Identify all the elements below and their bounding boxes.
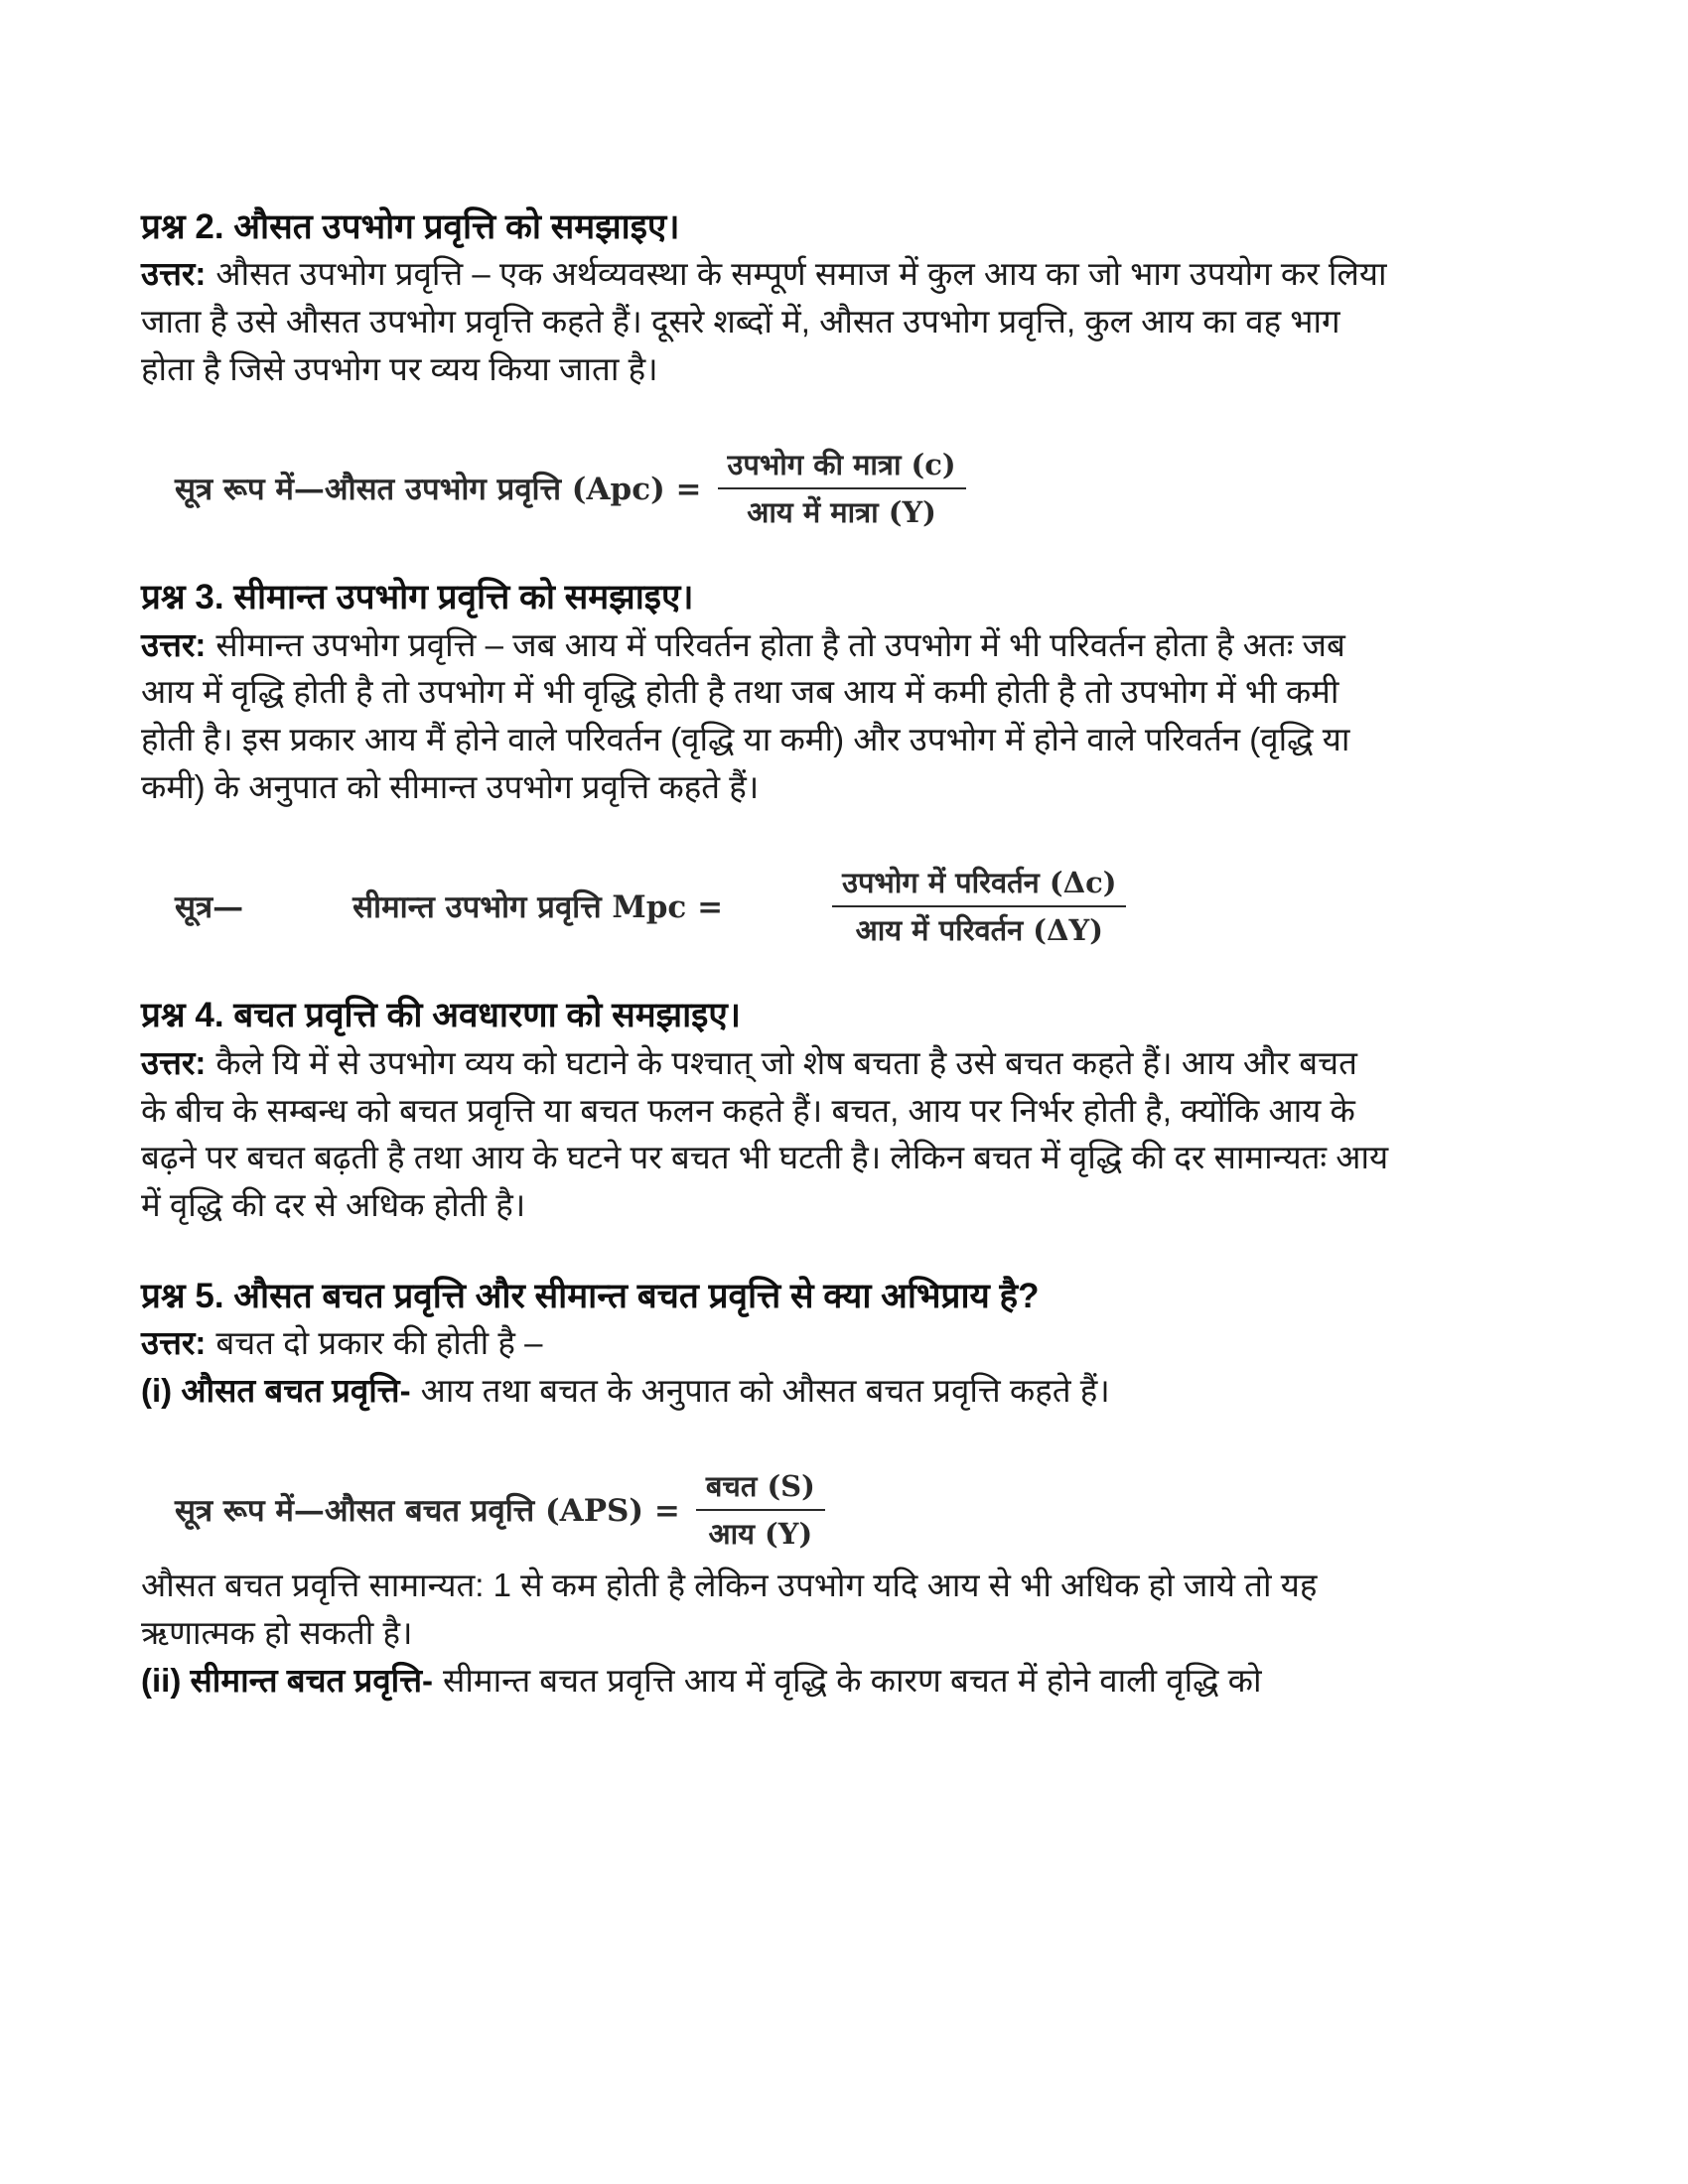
answer-4-paragraph xyxy=(141,1039,1390,1229)
answer-5-label: उत्तर: xyxy=(141,1324,207,1362)
aps-note-paragraph: औसत बचत प्रवृत्ति सामान्यत: 1 से कम होती है लेकिन उपभोग यदि आय से भी अधिक हो जाये तो यह ऋणात्मक हो सकती है। xyxy=(141,1567,1318,1652)
saving-type-i-text: आय तथा बचत के अनुपात को औसत बचत प्रवृत्ति कहते हैं। xyxy=(420,1372,1110,1410)
formula-apc-denominator: आय में मात्रा (Y) xyxy=(747,495,936,530)
answer-2-text: औसत उपभोग प्रवृत्ति – एक अर्थव्यवस्था के सम्पूर्ण समाज में कुल आय का जो भाग उपयोग कर लिया जाता है उसे औसत उपभोग प्रवृत्ति कहते हैं। दूसरे शब्दों में, औसत उपभोग प्रवृत्ति, कुल आय का वह भाग होता है जिसे उपभोग पर व्यय किया जाता है। xyxy=(141,255,1387,387)
formula-apc-fraction xyxy=(718,447,966,531)
saving-type-ii-text: सीमान्त बचत प्रवृत्ति आय में वृद्धि के कारण बचत में होने वाली वृद्धि को xyxy=(443,1662,1262,1700)
answer-2-paragraph xyxy=(141,250,1390,393)
question-3-heading: प्रश्न 3. सीमान्त उपभोग प्रवृत्ति को समझाइए। xyxy=(141,578,694,617)
formula-aps-fraction xyxy=(696,1468,825,1553)
saving-type-ii-item xyxy=(141,1657,1390,1705)
answer-3-paragraph xyxy=(141,621,1390,811)
answer-5-intro xyxy=(141,1319,1390,1367)
question-4-heading: प्रश्न 4. बचत प्रवृत्ति की अवधारणा को समझाइए। xyxy=(141,996,741,1035)
formula-mpc-denominator: आय में परिवर्तन (ΔY) xyxy=(855,913,1103,948)
saving-type-i-item xyxy=(141,1367,1390,1415)
formula-mpc xyxy=(141,865,1390,949)
formula-aps-denominator: आय (Y) xyxy=(708,1517,813,1552)
answer-3-text: सीमान्त उपभोग प्रवृत्ति – जब आय में परिवर्तन होता है तो उपभोग में भी परिवर्तन होता है अतः जब आय में वृद्धि होती है तो उपभोग में भी वृद्धि होती है तथा जब आय में कमी होती है तो उपभोग में भी कमी होती है। इस प्रकार आय मैं होने वाले परिवर्तन (वृद्धि या कमी) और उपभोग में होने वाले परिवर्तन (वृद्धि या कमी) के अनुपात को सीमान्त उपभोग प्रवृत्ति कहते हैं। xyxy=(141,625,1350,806)
answer-4-label: उत्तर: xyxy=(141,1043,207,1081)
saving-type-ii-label: (ii) सीमान्त बचत प्रवृत्ति- xyxy=(141,1662,434,1700)
formula-aps-numerator: बचत (S) xyxy=(696,1468,825,1511)
saving-type-i-label: (i) औसत बचत प्रवृत्ति- xyxy=(141,1372,411,1410)
formula-aps-prefix: सूत्र रूप में—औसत बचत प्रवृत्ति (APS) = xyxy=(175,1493,680,1530)
formula-mpc-prefix: सीमान्त उपभोग प्रवृत्ति Mpc = xyxy=(352,889,724,926)
formula-apc xyxy=(141,447,1390,531)
formula-mpc-numerator: उपभोग में परिवर्तन (Δc) xyxy=(832,865,1126,907)
question-5-heading: प्रश्न 5. औसत बचत प्रवृत्ति और सीमान्त बचत प्रवृत्ति से क्या अभिप्राय है? xyxy=(141,1277,1040,1316)
answer-2-label: उत्तर: xyxy=(141,255,207,293)
formula-mpc-fraction xyxy=(832,865,1126,949)
answer-3-label: उत्तर: xyxy=(141,625,207,663)
formula-apc-prefix: सूत्र रूप में—औसत उपभोग प्रवृत्ति (Apc) = xyxy=(175,472,702,508)
question-2-heading: प्रश्न 2. औसत उपभोग प्रवृत्ति को समझाइए। xyxy=(141,207,680,246)
formula-mpc-label: सूत्र— xyxy=(175,889,244,926)
answer-5-intro-text: बचत दो प्रकार की होती है – xyxy=(215,1324,543,1362)
answer-4-text: कैले यि में से उपभोग व्यय को घटाने के पश्चात् जो शेष बचता है उसे बचत कहते हैं। आय और बचत के बीच के सम्बन्ध को बचत प्रवृत्ति या बचत फलन कहते हैं। बचत, आय पर निर्भर होती है, क्योंकि आय के बढ़ने पर बचत बढ़ती है तथा आय के घटने पर बचत भी घटती है। लेकिन बचत में वृद्धि की दर सामान्यतः आय में वृद्धि की दर से अधिक होती है। xyxy=(141,1043,1389,1224)
formula-aps xyxy=(141,1468,1390,1553)
formula-apc-numerator: उपभोग की मात्रा (c) xyxy=(718,447,966,489)
